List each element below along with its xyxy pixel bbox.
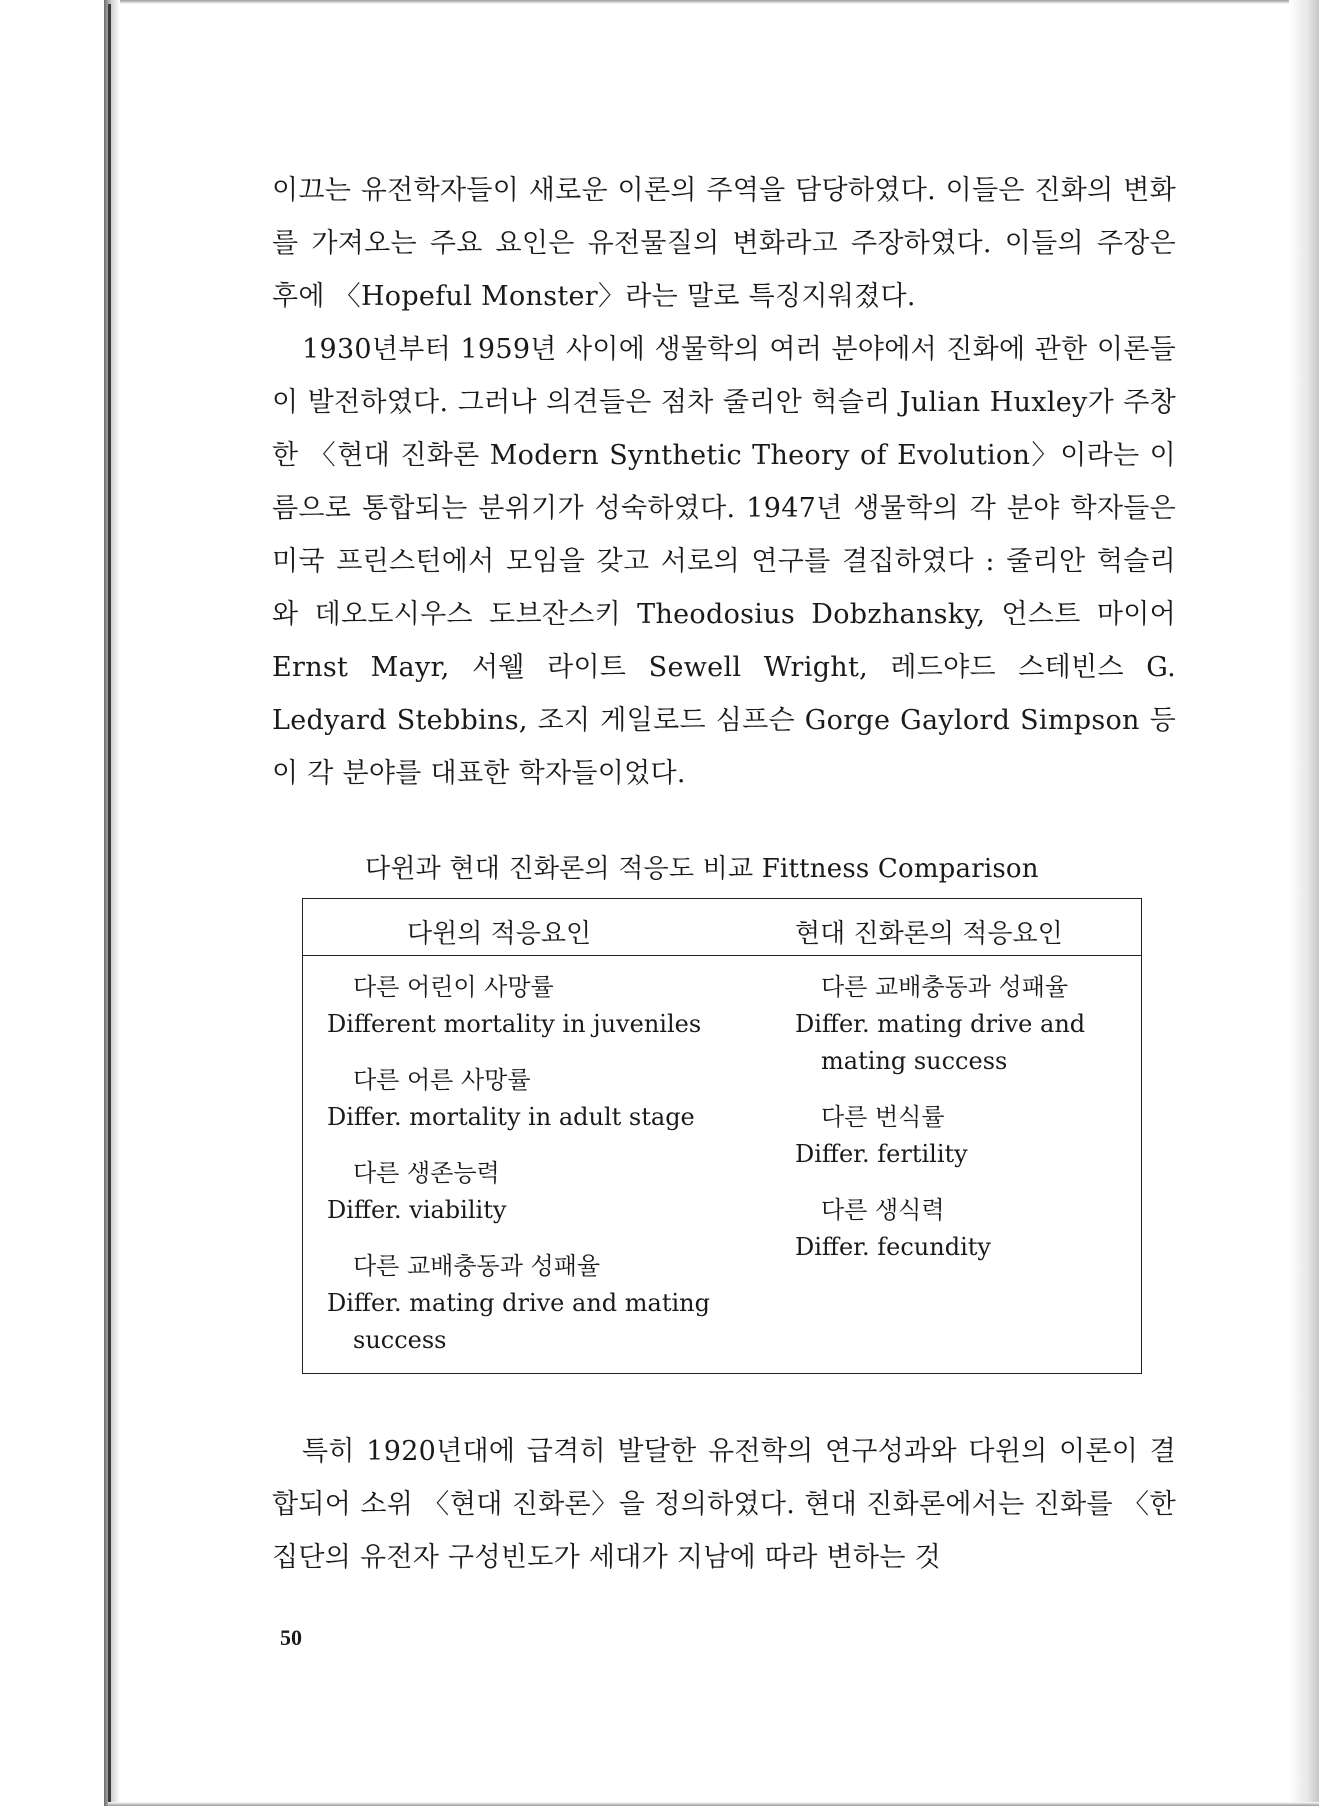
table-header-row: [303, 899, 1141, 956]
page-edge-right: [1289, 0, 1319, 1806]
entry-english: Differ. fertility: [795, 1140, 968, 1168]
entry-english: Differ. mating drive and mating success: [795, 1010, 1086, 1075]
page-edge-bottom: [108, 1802, 1319, 1806]
table-column-modern: [795, 969, 1125, 1285]
table-entry: [795, 1099, 1125, 1173]
entry-korean: 다른 생식력: [821, 1196, 945, 1224]
paragraph: 특히 1920년대에 급격히 발달한 유전학의 연구성과와 다윈의 이론이 결합되어 소위 〈현대 진화론〉을 정의하였다. 현대 진화론에서는 진화를 〈한 집단의 유전자 구성빈도가 세대가 지남에 따라 변하는 것: [272, 1436, 1176, 1573]
page-number: 50: [280, 1625, 302, 1650]
entry-english: Differ. mortality in adult stage: [327, 1103, 695, 1131]
table-entry: [327, 1062, 747, 1136]
entry-english: Different mortality in juveniles: [327, 1010, 702, 1038]
page-spine-line: [108, 4, 111, 1802]
body-text-bottom: [272, 1425, 1176, 1584]
table-header-modern: 현대 진화론의 적응요인: [795, 919, 1063, 949]
paragraph: 1930년부터 1959년 사이에 생물학의 여러 분야에서 진화에 관한 이론들이 발전하였다. 그러나 의견들은 점차 줄리안 헉슬리 Julian Huxley가 주창한 〈현대 진화론 Modern Synthetic Theory of Evolution〉이라는 이름으로 통합되는 분위기가 성숙하였다. 1947년 생물학의 각 분야 학자들은 미국 프린스턴에서 모임을 갖고 서로의 연구를 결집하였다 : 줄리안 헉슬리와 데오도시우스 도브잔스키 Theodosius Dobzhansky, 언스트 마이어 Ernst Mayr, 서웰 라이트 Sewell Wright, 레드야드 스테빈스 G. Ledyard Stebbins, 조지 게일로드 심프슨 Gorge Gaylord Simpson 등이 각 분야를 대표한 학자들이었다.: [272, 334, 1176, 789]
entry-english: Differ. viability: [327, 1196, 507, 1224]
entry-korean: 다른 생존능력: [353, 1159, 500, 1187]
table-entry: [327, 969, 747, 1043]
entry-korean: 다른 교배충동과 성패율: [353, 1252, 601, 1280]
fitness-comparison-table: [302, 898, 1142, 1374]
entry-korean: 다른 어린이 사망률: [353, 973, 554, 1001]
body-text-top: [272, 164, 1176, 800]
entry-english: Differ. fecundity: [795, 1233, 991, 1261]
table-entry: [327, 1155, 747, 1229]
table-header-darwin: 다윈의 적응요인: [407, 919, 592, 949]
table-entry: [795, 1192, 1125, 1266]
entry-korean: 다른 번식률: [821, 1103, 945, 1131]
entry-korean: 다른 어른 사망률: [353, 1066, 531, 1094]
table-entry: [795, 969, 1125, 1080]
entry-korean: 다른 교배충동과 성패율: [821, 973, 1069, 1001]
page-edge-left: [104, 0, 120, 1806]
table-column-darwin: [327, 969, 747, 1378]
table-entry: [327, 1248, 747, 1359]
table-caption: 다윈과 현대 진화론의 적응도 비교 Fittness Comparison: [365, 854, 1039, 884]
entry-english: Differ. mating drive and mating success: [327, 1289, 710, 1354]
page-edge-top: [108, 0, 1319, 4]
paragraph: 이끄는 유전학자들이 새로운 이론의 주역을 담당하였다. 이들은 진화의 변화를 가져오는 주요 요인은 유전물질의 변화라고 주장하였다. 이들의 주장은 후에 〈Hopeful Monster〉라는 말로 특징지워졌다.: [272, 175, 1176, 312]
